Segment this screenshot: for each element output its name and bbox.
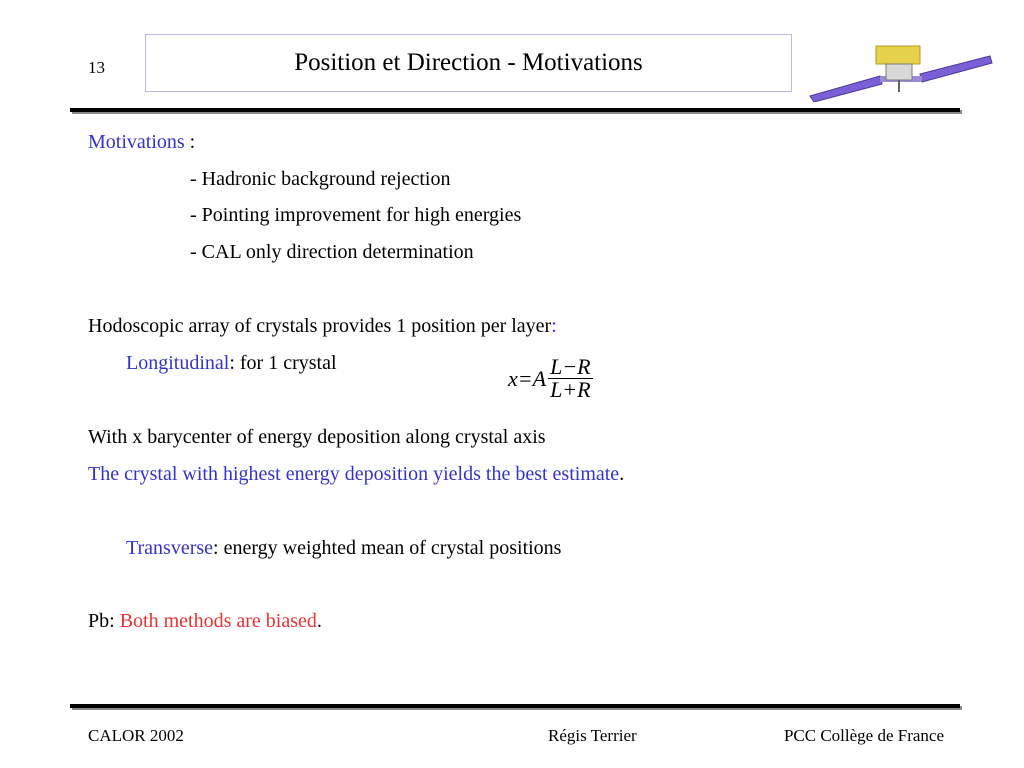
pb-period: . (316, 610, 322, 632)
longitudinal-label: Longitudinal (126, 352, 230, 374)
barycenter-line: With x barycenter of energy deposition along crystal axis (88, 426, 546, 448)
longitudinal-text: : for 1 crystal (229, 352, 337, 374)
transverse-line (126, 536, 561, 560)
motivations-colon: : (184, 131, 196, 153)
motivations-heading (88, 130, 195, 154)
top-rule (70, 108, 960, 112)
motivation-item: - Hadronic background rejection (190, 168, 451, 190)
hodoscopic-text: Hodoscopic array of crystals provides 1 position per layer (88, 315, 552, 337)
title-box (145, 34, 792, 92)
slide-number: 13 (88, 58, 105, 77)
formula-lhs: x=A (508, 365, 547, 391)
position-formula (508, 356, 593, 401)
footer-conference: CALOR 2002 (88, 726, 184, 745)
hodoscopic-line (88, 314, 557, 338)
bottom-rule (70, 704, 960, 708)
formula-fraction (548, 356, 593, 401)
hodoscopic-colon: : (551, 315, 557, 337)
transverse-label: Transverse (126, 537, 214, 559)
best-estimate-line (88, 462, 624, 486)
footer-institution: PCC Collège de France (783, 726, 944, 745)
best-estimate-text: The crystal with highest energy deposition yields the best estimate (88, 463, 620, 485)
motivation-item: - Pointing improvement for high energies (190, 204, 522, 226)
best-estimate-period: . (619, 463, 625, 485)
footer-author: Régis Terrier (548, 726, 637, 745)
formula-numerator: L−R (550, 354, 591, 379)
motivations-label: Motivations (88, 131, 185, 153)
pb-line (88, 609, 322, 633)
satellite-logo (808, 36, 993, 102)
pb-text: Both methods are biased (119, 610, 317, 632)
longitudinal-line (126, 351, 337, 375)
formula-denominator: L+R (550, 377, 591, 402)
transverse-text: : energy weighted mean of crystal positions (213, 537, 562, 559)
motivation-item: - CAL only direction determination (190, 241, 474, 263)
pb-label: Pb: (88, 610, 120, 632)
slide-title: Position et Direction - Motivations (294, 49, 643, 76)
